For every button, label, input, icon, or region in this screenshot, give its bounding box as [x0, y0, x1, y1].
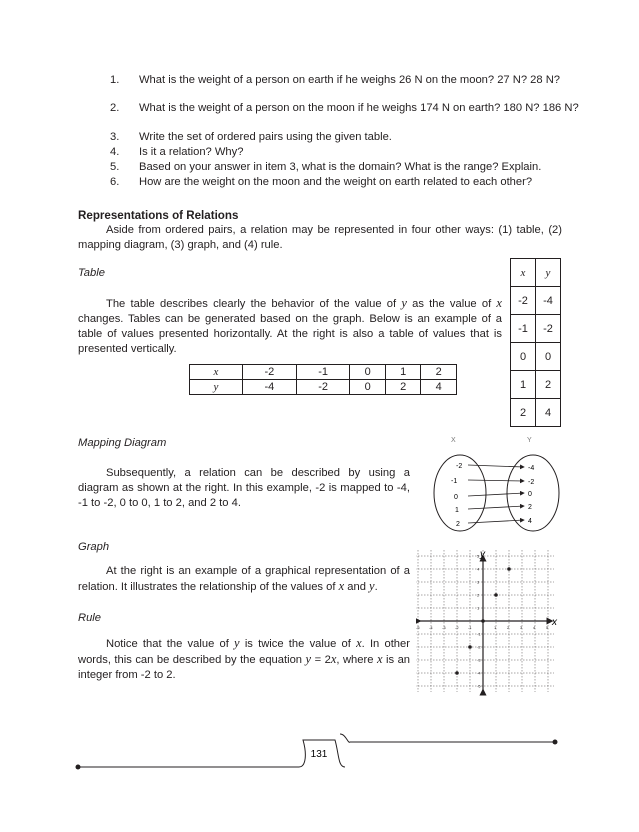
- question-text: What is the weight of a person on earth if he weighs 26 N on the moon? 27 N? 28 N?: [139, 74, 561, 86]
- range-value: 0: [528, 491, 532, 498]
- x-axis-label: x: [552, 617, 557, 628]
- page-number: 131: [310, 749, 328, 760]
- graph-label: Graph: [78, 541, 110, 553]
- y-tick-label: 1: [477, 605, 480, 611]
- x-tick-label: -3: [442, 625, 446, 630]
- table-row: [511, 371, 561, 399]
- domain-value: -1: [451, 478, 458, 485]
- footer-dot-right: [553, 740, 558, 745]
- question-number: 3.: [110, 131, 120, 143]
- vertical-table: [510, 258, 561, 427]
- table-cell: -1: [511, 315, 536, 343]
- data-point: [481, 619, 485, 623]
- table-cell: 0: [350, 380, 386, 395]
- x-tick-label: -2: [455, 625, 459, 630]
- mapping-label: Mapping Diagram: [78, 437, 167, 449]
- table-cell: 2: [421, 365, 457, 380]
- question-text: Is it a relation? Why?: [139, 146, 244, 158]
- range-value: -4: [528, 465, 535, 472]
- data-point: [455, 671, 459, 675]
- table-cell: -2: [536, 315, 561, 343]
- mapping-paragraph: Subsequently, a relation can be described by using a diagram as shown at the right. In this example, -2 is mapped to -4, -1 to -2, 0 to 0, 1 to 2, and 2 to 4.: [78, 467, 410, 509]
- rule-paragraph: Notice that the value of y is twice the value of x. In other words, this can be described by the equation y = 2x, where x is an integer from -2 to 2.: [78, 636, 411, 681]
- table-cell: x: [511, 259, 536, 287]
- question-number: 2.: [110, 102, 120, 114]
- table-cell: -2: [243, 365, 297, 380]
- table-row: [511, 315, 561, 343]
- table-cell: y: [190, 380, 243, 395]
- x-tick-label: -1: [468, 625, 472, 630]
- x-tick-label: -4: [429, 625, 433, 630]
- mapping-left-header: X: [451, 437, 456, 444]
- table-row: [511, 287, 561, 315]
- x-tick-label: 2: [507, 625, 510, 630]
- table-cell: 2: [511, 399, 536, 427]
- question-number: 4.: [110, 146, 120, 158]
- footer-line-right: [340, 734, 555, 742]
- range-value: 2: [528, 504, 532, 511]
- y-tick-label: -3: [477, 657, 481, 663]
- y-tick-label: -1: [477, 631, 481, 637]
- table-cell: -2: [296, 380, 350, 395]
- table-cell: 0: [511, 343, 536, 371]
- domain-value: 1: [455, 507, 459, 514]
- question-text: How are the weight on the moon and the weight on earth related to each other?: [139, 176, 533, 188]
- range-value: 4: [528, 518, 532, 525]
- table-cell: 2: [385, 380, 421, 395]
- mapping-right-header: Y: [527, 437, 532, 444]
- table-row: [190, 365, 457, 380]
- graph-paragraph: At the right is an example of a graphical representation of a relation. It illustrates the relationship of the values of x and y.: [78, 565, 410, 593]
- section-intro: Aside from ordered pairs, a relation may be represented in four other ways: (1) table, (2) mapping diagram, (3) graph, and (4) rule.: [78, 224, 562, 251]
- coordinate-graph: [416, 546, 562, 696]
- table-cell: y: [536, 259, 561, 287]
- mapping-diagram: [420, 432, 572, 536]
- y-tick-label: 2: [477, 592, 480, 598]
- table-cell: x: [190, 365, 243, 380]
- table-cell: 4: [421, 380, 457, 395]
- question-text: What is the weight of a person on the moon if he weighs 174 N on earth? 180 N? 186 N?: [139, 102, 579, 114]
- table-row: [511, 343, 561, 371]
- y-tick-label: 3: [477, 579, 480, 585]
- table-cell: 1: [511, 371, 536, 399]
- question-number: 1.: [110, 74, 120, 86]
- x-tick-label: -5: [416, 625, 420, 630]
- horizontal-table: [189, 364, 457, 395]
- question-number: 5.: [110, 161, 120, 173]
- x-tick-label: 1: [494, 625, 497, 630]
- table-cell: 4: [536, 399, 561, 427]
- domain-value: -2: [456, 463, 463, 470]
- table-row: [511, 259, 561, 287]
- section-heading: Representations of Relations: [78, 209, 239, 222]
- table-row: [190, 380, 457, 395]
- table-cell: -4: [536, 287, 561, 315]
- table-cell: 0: [350, 365, 386, 380]
- y-tick-label: 4: [477, 566, 480, 572]
- mapping-arrow: [468, 493, 524, 496]
- question-number: 6.: [110, 176, 120, 188]
- y-tick-label: -4: [477, 670, 481, 676]
- question-text: Based on your answer in item 3, what is the domain? What is the range? Explain.: [139, 161, 542, 173]
- question-text: Write the set of ordered pairs using the given table.: [139, 131, 392, 143]
- table-label: Table: [78, 267, 105, 279]
- data-point: [507, 567, 511, 571]
- table-row: [511, 399, 561, 427]
- y-tick-label: -5: [477, 683, 481, 689]
- rule-label: Rule: [78, 612, 102, 624]
- table-cell: -1: [296, 365, 350, 380]
- table-cell: 2: [536, 371, 561, 399]
- range-value: -2: [528, 479, 535, 486]
- y-tick-label: 5: [477, 553, 480, 559]
- x-tick-label: 4: [533, 625, 536, 630]
- table-cell: -4: [243, 380, 297, 395]
- footer-dot-left: [76, 765, 81, 770]
- table-cell: -2: [511, 287, 536, 315]
- data-point: [494, 593, 498, 597]
- y-axis-label: y: [480, 549, 485, 560]
- domain-value: 2: [456, 521, 460, 528]
- table-paragraph: The table describes clearly the behavior of the value of y as the value of x changes. Tables can be generated based on the graph. Below is an example of a table of values presented horizontally. At the right is also a table of values that is presented vertically.: [78, 296, 502, 355]
- mapping-arrow: [468, 480, 524, 481]
- table-cell: 1: [385, 365, 421, 380]
- table-cell: 0: [536, 343, 561, 371]
- x-tick-label: 5: [546, 625, 549, 630]
- domain-value: 0: [454, 494, 458, 501]
- x-tick-label: 3: [520, 625, 523, 630]
- data-point: [468, 645, 472, 649]
- y-tick-label: -2: [477, 644, 481, 650]
- footer-decoration: [70, 730, 565, 780]
- mapping-arrow: [468, 506, 524, 509]
